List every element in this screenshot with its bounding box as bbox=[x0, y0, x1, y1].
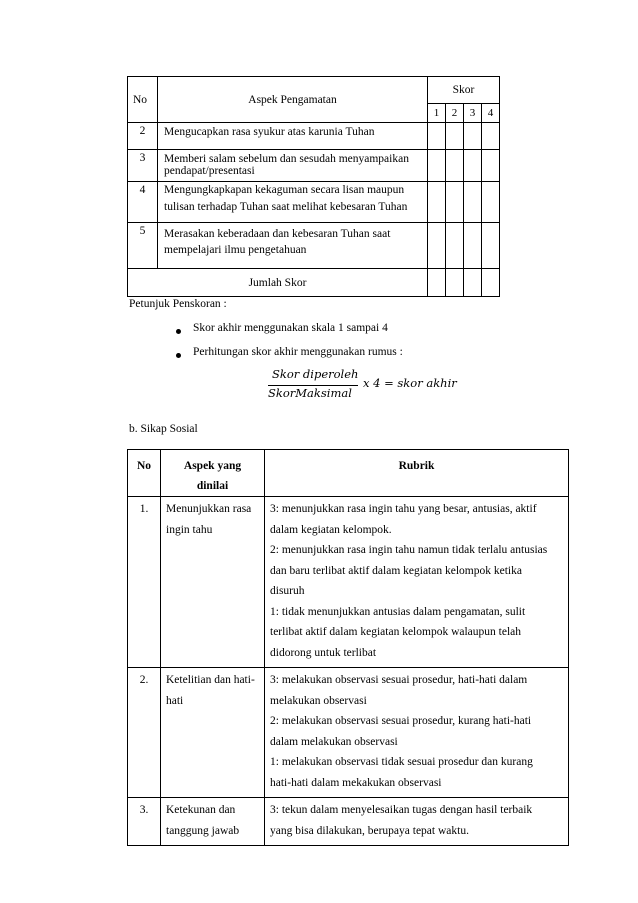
aspek-line: mempelajari ilmu pengetahuan bbox=[164, 244, 307, 256]
table-row bbox=[128, 123, 500, 150]
aspek-line: Merasakan keberadaan dan kebesaran Tuhan saat bbox=[164, 228, 391, 240]
table-row bbox=[128, 150, 500, 182]
row-aspek bbox=[158, 223, 428, 269]
formula-denominator: SkorMaksimal bbox=[268, 386, 352, 400]
rubrik-line: melakukan observasi bbox=[270, 694, 367, 707]
score-cell bbox=[464, 223, 482, 269]
rubrik-line: yang bisa dilakukan, berupaya tepat waktu. bbox=[270, 824, 469, 837]
rubrik-line: dalam kegiatan kelompok. bbox=[270, 523, 392, 536]
row-no: 3 bbox=[128, 150, 158, 182]
table-row bbox=[128, 497, 569, 668]
aspek-line: Mengucapkan rasa syukur atas karunia Tuhan bbox=[164, 126, 375, 138]
observation-table bbox=[127, 76, 500, 297]
score-formula bbox=[268, 367, 478, 407]
bullet-icon bbox=[176, 353, 181, 358]
aspek-line: hati bbox=[166, 694, 184, 707]
table-row bbox=[128, 798, 569, 846]
row-no: 2 bbox=[128, 123, 158, 150]
petunjuk-item: Perhitungan skor akhir menggunakan rumus : bbox=[193, 346, 403, 358]
row-no: 1. bbox=[128, 497, 161, 668]
header-rubrik: Rubrik bbox=[265, 450, 569, 497]
rubrik-line: dan baru terlibat aktif dalam kegiatan kelompok ketika bbox=[270, 564, 522, 577]
score-cell bbox=[446, 223, 464, 269]
rubrik-line: terlibat aktif dalam kegiatan kelompok walaupun telah bbox=[270, 626, 521, 638]
header-no: No bbox=[128, 450, 161, 497]
score-cell bbox=[446, 182, 464, 223]
skor-col-1: 1 bbox=[428, 104, 446, 123]
rubrik-line: 1: melakukan observasi tidak sesuai prosedur dan kurang bbox=[270, 756, 533, 768]
aspek-line: tulisan terhadap Tuhan saat melihat kebesaran Tuhan bbox=[164, 201, 408, 213]
score-cell bbox=[428, 269, 446, 297]
score-cell bbox=[464, 269, 482, 297]
row-no: 2. bbox=[128, 668, 161, 798]
table-row bbox=[128, 223, 500, 269]
row-aspek bbox=[158, 150, 428, 182]
rubrik-line: 3: melakukan observasi sesuai prosedur, hati-hati dalam bbox=[270, 674, 528, 686]
aspek-line: Mengungkapkapan kekaguman secara lisan maupun bbox=[164, 184, 405, 196]
aspek-line: Memberi salam sebelum dan sesudah menyampaikan bbox=[164, 153, 409, 165]
score-cell bbox=[428, 123, 446, 150]
rubrik-line: 3: menunjukkan rasa ingin tahu yang besar, antusias, aktif bbox=[270, 503, 537, 515]
row-rubrik bbox=[265, 497, 569, 668]
rubrik-line: disuruh bbox=[270, 585, 305, 597]
row-aspek bbox=[161, 798, 265, 846]
header-aspek: Aspek Pengamatan bbox=[158, 77, 428, 123]
rubric-table bbox=[127, 449, 569, 846]
aspek-line: Menunjukkan rasa bbox=[166, 503, 252, 515]
score-cell bbox=[482, 150, 500, 182]
header-no: No bbox=[128, 77, 158, 123]
score-cell bbox=[446, 123, 464, 150]
aspek-line: pendapat/presentasi bbox=[164, 165, 255, 177]
rubrik-line: didorong untuk terlibat bbox=[270, 646, 377, 659]
row-no: 3. bbox=[128, 798, 161, 846]
aspek-line: tanggung jawab bbox=[166, 824, 240, 837]
row-no: 5 bbox=[128, 223, 158, 269]
skor-col-4: 4 bbox=[482, 104, 500, 123]
row-rubrik bbox=[265, 668, 569, 798]
score-cell bbox=[464, 123, 482, 150]
header-aspek-line: Aspek yang bbox=[183, 460, 242, 472]
row-aspek bbox=[161, 668, 265, 798]
score-cell bbox=[446, 269, 464, 297]
score-cell bbox=[428, 182, 446, 223]
row-rubrik bbox=[265, 798, 569, 846]
jumlah-skor-label: Jumlah Skor bbox=[128, 269, 428, 297]
rubrik-line: 2: melakukan observasi sesuai prosedur, kurang hati-hati bbox=[270, 715, 532, 727]
rubrik-line: 3: tekun dalam menyelesaikan tugas dengan hasil terbaik bbox=[270, 804, 533, 816]
rubrik-line: hati-hati dalam mekakukan observasi bbox=[270, 776, 442, 789]
score-cell bbox=[428, 150, 446, 182]
score-cell bbox=[464, 182, 482, 223]
row-aspek bbox=[161, 497, 265, 668]
score-cell bbox=[464, 150, 482, 182]
petunjuk-title: Petunjuk Penskoran : bbox=[129, 298, 227, 310]
rubrik-line: 1: tidak menunjukkan antusias dalam pengamatan, sulit bbox=[270, 605, 526, 618]
row-aspek bbox=[158, 123, 428, 150]
table-row bbox=[128, 269, 500, 297]
bullet-icon bbox=[176, 329, 181, 334]
rubrik-line: dalam melakukan observasi bbox=[270, 735, 398, 748]
row-aspek bbox=[158, 182, 428, 223]
score-cell bbox=[428, 223, 446, 269]
rubrik-line: 2: menunjukkan rasa ingin tahu namun tidak terlalu antusias bbox=[270, 544, 548, 556]
row-no: 4 bbox=[128, 182, 158, 223]
score-cell bbox=[446, 150, 464, 182]
header-aspek-line: dinilai bbox=[196, 480, 229, 492]
aspek-line: Ketekunan dan bbox=[166, 804, 236, 816]
header-skor: Skor bbox=[428, 77, 500, 104]
aspek-line: ingin tahu bbox=[166, 523, 213, 536]
aspek-line: Ketelitian dan hati- bbox=[166, 674, 255, 686]
skor-col-3: 3 bbox=[464, 104, 482, 123]
table-row bbox=[128, 182, 500, 223]
score-cell bbox=[482, 123, 500, 150]
petunjuk-item: Skor akhir menggunakan skala 1 sampai 4 bbox=[193, 322, 388, 334]
score-cell bbox=[482, 182, 500, 223]
skor-col-2: 2 bbox=[446, 104, 464, 123]
score-cell bbox=[482, 223, 500, 269]
formula-rest: x 4 = skor akhir bbox=[363, 376, 457, 390]
section-b-title: b. Sikap Sosial bbox=[129, 423, 198, 435]
score-cell bbox=[482, 269, 500, 297]
header-aspek bbox=[161, 450, 265, 497]
table-row bbox=[128, 668, 569, 798]
formula-numerator: Skor diperoleh bbox=[272, 367, 359, 381]
